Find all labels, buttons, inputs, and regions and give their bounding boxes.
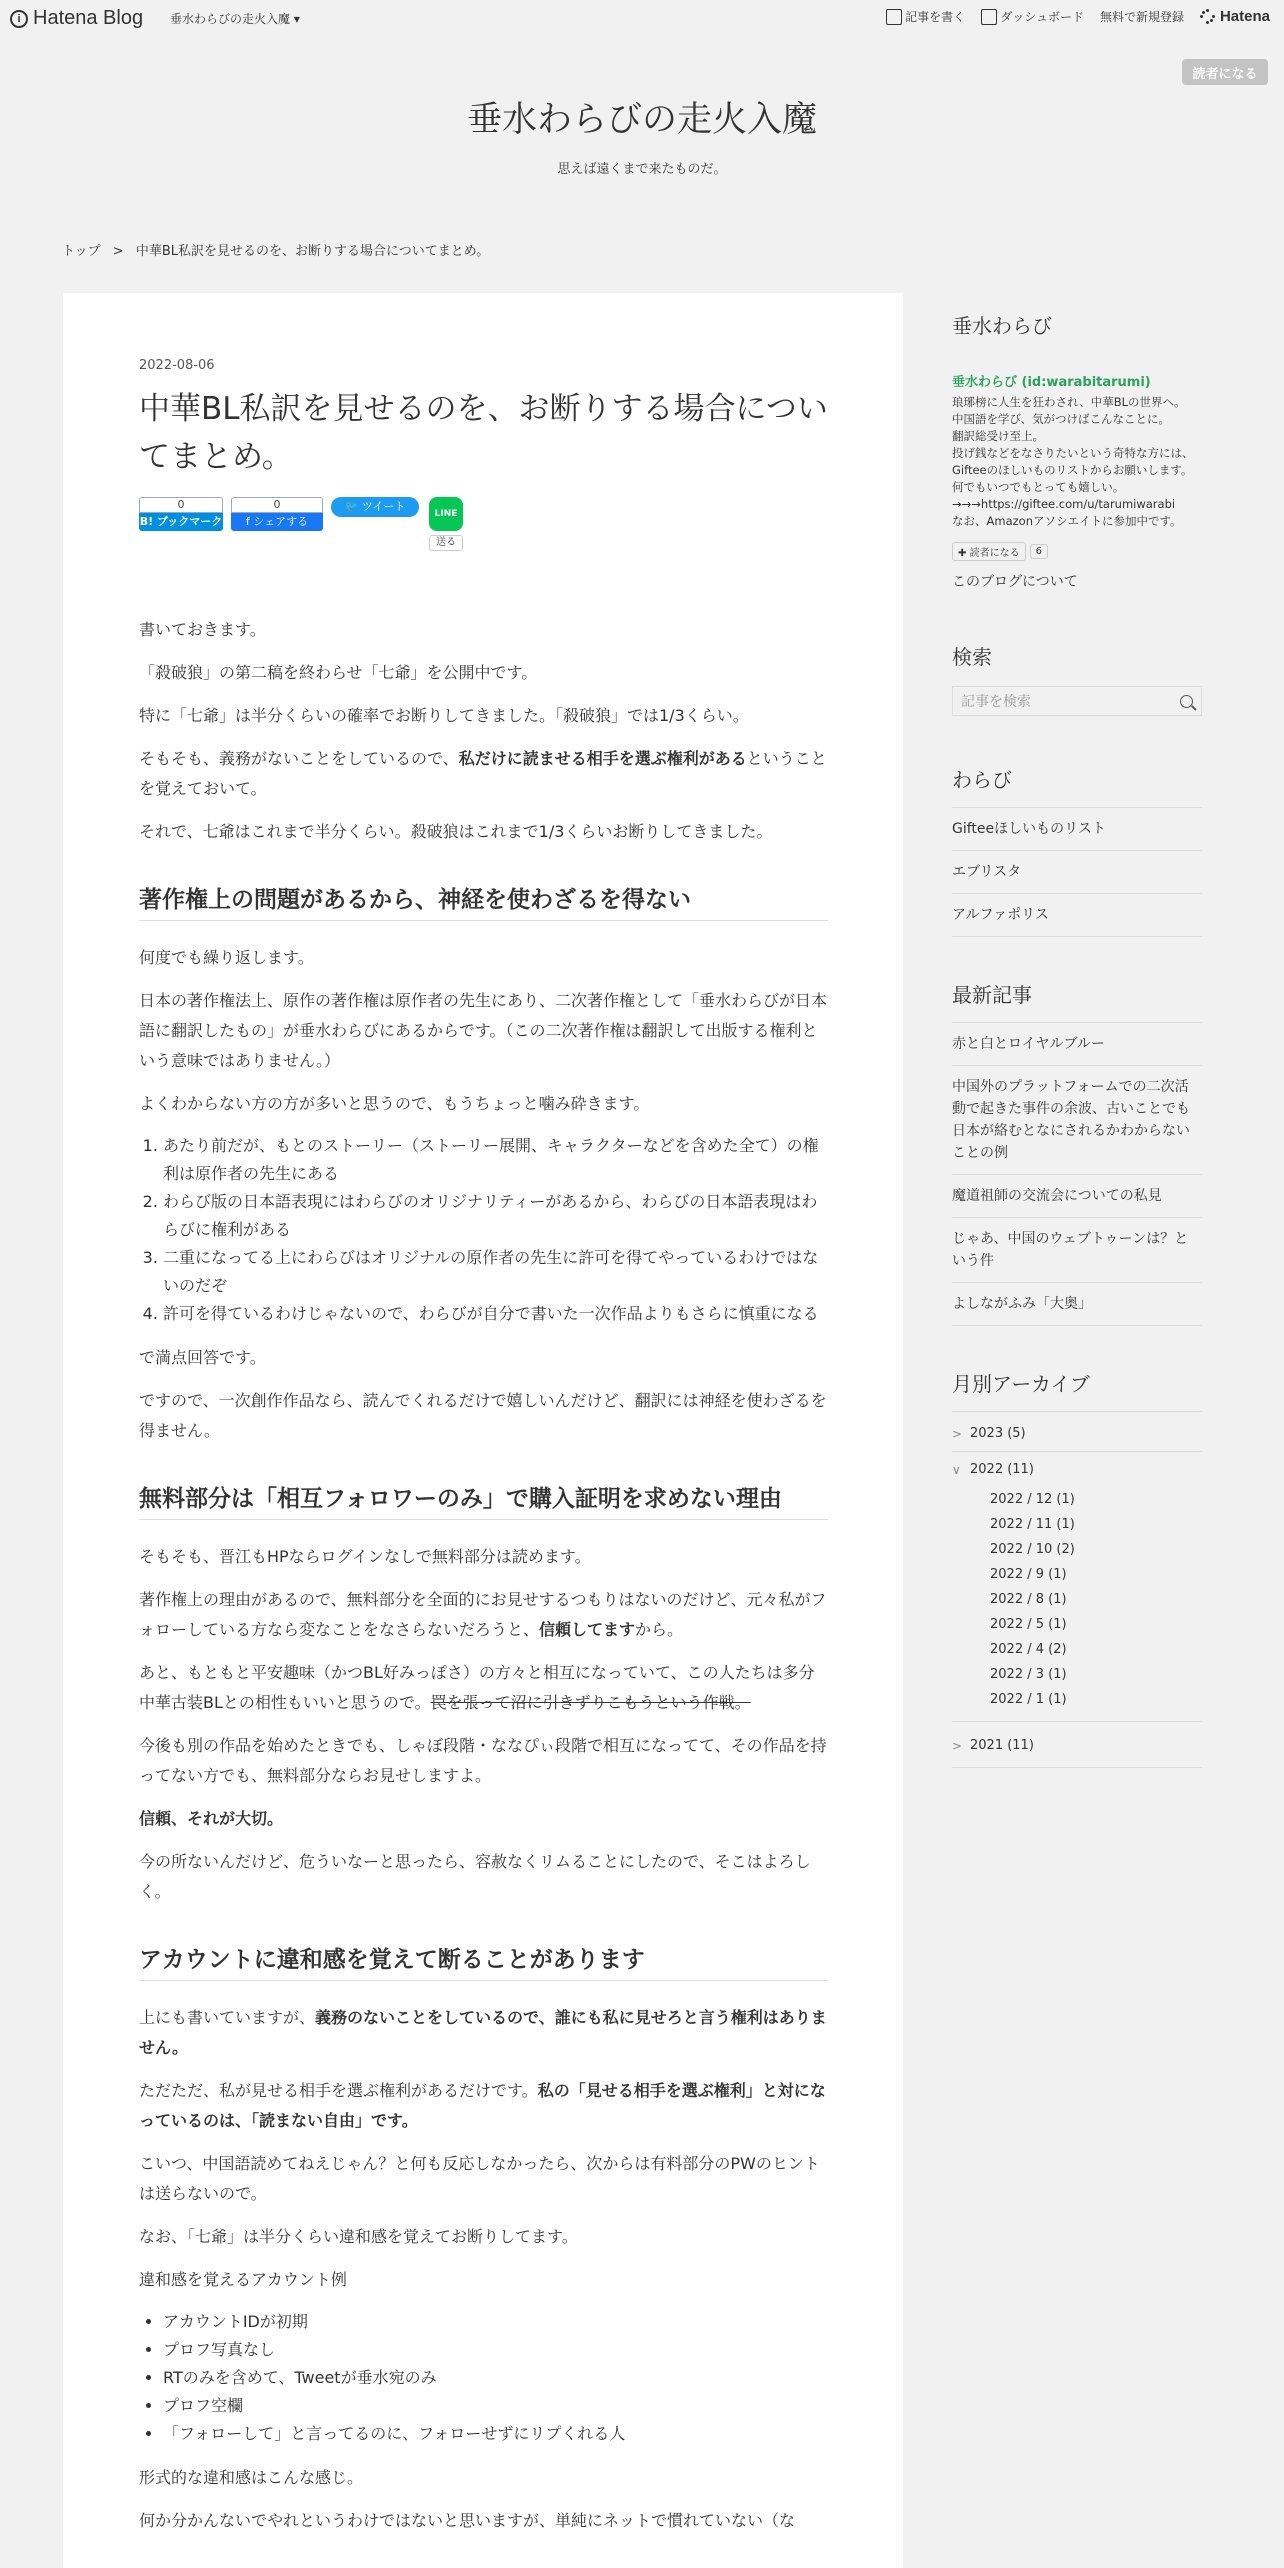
profile-name-link[interactable]: 垂水わらび (id:warabitarumi): [952, 375, 1151, 390]
section-heading: 著作権上の問題があるから、神経を使わざるを得ない: [139, 881, 828, 921]
text: 著作権上の理由があるので、無料部分を全面的にお見せするつもりはないのだけど、元々私がフォローしている方なら変なことをなさらないだろうと、: [139, 1590, 827, 1639]
section-heading: 無料部分は「相互フォロワーのみ」で購入証明を求めない理由: [139, 1480, 828, 1520]
link-item[interactable]: アルファポリス: [952, 894, 1202, 937]
list-item: • RTのみを含めて、Tweetが垂水宛のみ: [163, 2364, 828, 2392]
main-content: [63, 293, 903, 2568]
profile-subscribe-label: 読者になる: [969, 548, 1020, 559]
entry-date[interactable]: 2022-08-06: [139, 358, 215, 373]
paragraph: [139, 1804, 828, 1834]
archive-month-link[interactable]: 2022 / 9 (1): [990, 1567, 1067, 1582]
archive-month-link[interactable]: 2022 / 8 (1): [990, 1592, 1067, 1607]
dashboard-icon: [981, 9, 997, 25]
paragraph: 今後も別の作品を始めたときでも、しゃぼ段階・ななぴぃ段階で相互になってて、その作品を持ってない方でも、無料部分ならお見せしますよ。: [139, 1736, 827, 1785]
list-item: 2. わらび版の日本語表現にはわらびのオリジナリティーがあるから、わらびの日本語表現はわらびに権利がある: [163, 1188, 828, 1244]
text: あと、もともと平安趣味（かつBL好みっぽさ）の方々と相互になっていて、この人たちは多分中華古装BLとの相性もいいと思うので。: [139, 1663, 815, 1712]
bold-text: 私の「見せる相手を選ぶ権利」と対になっているのは、「読まない自由」です。: [139, 2081, 826, 2130]
recent-title: 最新記事: [952, 979, 1202, 1023]
archive-month-link[interactable]: 2022 / 5 (1): [990, 1617, 1067, 1632]
recent-entry-link[interactable]: 中国外のプラットフォームでの二次活動で起きた事件の余波、古いことでも日本が絡むとなにされるかわからないことの例: [952, 1066, 1202, 1175]
paragraph: それで、七爺はこれまで半分くらい。殺破狼はこれまで1/3くらいお断りしてきました。: [139, 822, 773, 841]
dashboard-label: ダッシュボード: [1000, 10, 1084, 24]
archive-year-2021[interactable]: [952, 1722, 1202, 1768]
header-actions: [886, 8, 1270, 25]
paragraph: [139, 2003, 828, 2063]
about-blog-link[interactable]: このブログについて: [952, 574, 1078, 590]
paragraph: なお、「七爺」は半分くらい違和感を覚えてお断りしてます。: [139, 2227, 578, 2246]
text: そもそも、義務がないことをしているので、: [139, 749, 459, 768]
write-entry-label: 記事を書く: [905, 10, 966, 24]
list-item: • 「フォローして」と言ってるのに、フォローせずにリプくれる人: [163, 2420, 828, 2448]
entry-content: [139, 615, 828, 2536]
text: ただただ、私が見せる相手を選ぶ権利があるだけです。: [139, 2081, 538, 2100]
paragraph: 形式的な違和感はこんな感じ。: [139, 2468, 364, 2487]
subscribe-button[interactable]: 読者になる: [1182, 59, 1268, 85]
archive-month-link[interactable]: 2022 / 4 (2): [990, 1642, 1067, 1657]
entry: [139, 358, 828, 2549]
archive-year-label: 2023 (5): [970, 1426, 1026, 1441]
list-item: 1. あたり前だが、もとのストーリー（ストーリー展開、キャラクターなどを含めた全て）の権利は原作者の先生にある: [163, 1132, 828, 1188]
breadcrumb-current: 中華BL私訳を見せるのを、お断りする場合についてまとめ。: [135, 244, 490, 259]
bold-text: 私だけに読ませる相手を選ぶ権利がある: [458, 749, 747, 768]
text: ということを覚えておいて。: [139, 749, 827, 798]
paragraph: そもそも、晋江もHPならログインなしで無料部分は読めます。: [139, 1547, 591, 1566]
dashboard-link[interactable]: [981, 8, 1084, 25]
line-share-button[interactable]: [429, 497, 463, 551]
list-item: 3. 二重になってる上にわらびはオリジナルの原作者の先生に許可を得てやっているわけではないのだぞ: [163, 1244, 828, 1300]
archive-month-link[interactable]: 2022 / 1 (1): [952, 1687, 1202, 1722]
archive-month-link[interactable]: 2022 / 12 (1): [990, 1492, 1075, 1507]
paragraph: [139, 744, 828, 804]
text: 上にも書いていますが、: [139, 2008, 316, 2027]
archive-title: 月別アーカイブ: [952, 1368, 1202, 1412]
ordered-list: [163, 1132, 828, 1328]
subscriber-count: 6: [1030, 544, 1048, 559]
profile-subscribe: [952, 542, 1202, 561]
paragraph: ですので、一次創作作品なら、読んでくれるだけで嬉しいんだけど、翻訳には神経を使わざるを得ません。: [139, 1391, 827, 1440]
paragraph: で満点回答です。: [139, 1348, 266, 1367]
facebook-share-button[interactable]: [231, 497, 323, 557]
breadcrumb: [62, 240, 497, 259]
list-item: • アカウントIDが初期: [163, 2308, 828, 2336]
archive-module: [952, 1368, 1202, 1768]
paragraph: こいつ、中国語読めてねえじゃん？と何も反応しなかったら、次からは有料部分のPWのヒントは送らないので。: [139, 2154, 820, 2203]
list-item: • プロフ空欄: [163, 2392, 828, 2420]
paragraph: 何か分かんないでやれというわけではないと思いますが、単純にネットで慣れていない（な: [139, 2511, 796, 2530]
recent-entry-link[interactable]: じゃあ、中国のウェブトゥーンは？という件: [952, 1218, 1202, 1283]
link-item[interactable]: エブリスタ: [952, 851, 1202, 894]
bullet-list: [163, 2308, 828, 2448]
global-header: [0, 0, 1284, 36]
bold-text: 義務のないことをしているので、誰にも私に見せろと言う権利はありません。: [139, 2008, 827, 2057]
search-input[interactable]: [952, 686, 1202, 716]
archive-month-link[interactable]: 2022 / 10 (2): [990, 1542, 1075, 1557]
links-module: [952, 764, 1202, 937]
blog-description: 思えば遠くまで来たものだ。: [557, 162, 727, 177]
paragraph: [139, 2076, 828, 2136]
hatena-link[interactable]: [1200, 8, 1270, 25]
facebook-label: f シェアする: [231, 513, 323, 531]
list-item: 4. 許可を得ているわけじゃないので、わらびが自分で書いた一次作品よりもさらに慎重になる: [163, 1300, 828, 1328]
section-heading: アカウントに違和感を覚えて断ることがあります: [139, 1941, 828, 1981]
blog-menu[interactable]: 垂水わらびの走火入魔 ▾: [170, 12, 300, 26]
hatena-dots-icon: [1200, 9, 1216, 25]
search-icon[interactable]: [1180, 695, 1193, 708]
recent-entries-module: [952, 979, 1202, 1326]
text: から。: [635, 1620, 684, 1639]
tweet-button[interactable]: [331, 497, 419, 517]
paragraph: 書いておきます。: [139, 620, 266, 639]
paragraph: [139, 1658, 828, 1718]
chevron-down-icon: ∨: [952, 1462, 961, 1477]
search-placeholder: 記事を検索: [961, 694, 1031, 710]
hatebu-count: 0: [139, 497, 223, 513]
search-title: 検索: [952, 645, 992, 669]
link-item[interactable]: Gifteeほしいものリスト: [952, 808, 1202, 851]
paragraph: 日本の著作権法上、原作の著作権は原作者の先生にあり、二次著作権として「垂水わらびが日本語に翻訳したもの」が垂水わらびにあるからです。（この二次著作権は翻訳して出版する権利という意味ではありません。）: [139, 991, 828, 1070]
profile-subscribe-button[interactable]: [952, 542, 1026, 561]
archive-year-2022[interactable]: [952, 1452, 1202, 1487]
line-label: 送る: [429, 535, 463, 551]
facebook-count: 0: [231, 497, 323, 513]
bold-text: 信頼、それが大切。: [139, 1809, 284, 1828]
paragraph: [139, 1585, 828, 1645]
blog-title[interactable]: 垂水わらびの走火入魔: [466, 100, 817, 140]
hatena-logo-icon: i: [10, 10, 28, 28]
strikethrough-text: 罠を張って沼に引きずりこもうという作戦。: [430, 1693, 751, 1712]
hatena-blog-logo[interactable]: [10, 7, 143, 30]
sidebar: [952, 310, 1202, 1812]
recent-entry-link[interactable]: よしながふみ「大奥」: [952, 1283, 1202, 1326]
entry-title[interactable]: 中華BL私訳を見せるのを、お断りする場合についてまとめ。: [139, 391, 828, 475]
profile-description: 琅琊榜に人生を狂わされ、中華BLの世界へ。 中国語を学び、気がつけばこんなことに。 翻訳総受け至上。 投げ銭などをなさりたいという奇特な方には、Gifteeのほしいものリストからお願いします。何でもいつでもとっても嬉しい。 →→→https://giftee.com/u/tarumiwarabi なお、Amazonアソシエイトに参加中です。: [952, 395, 1194, 528]
logo-text: Hatena Blog: [33, 7, 144, 29]
share-buttons: [139, 497, 828, 557]
bold-text: 信頼してます: [539, 1620, 636, 1639]
paragraph: 特に「七爺」は半分くらいの確率でお断りしてきました。「殺破狼」では1/3くらい。: [139, 706, 749, 725]
list-item: • プロフ写真なし: [163, 2336, 828, 2364]
breadcrumb-top[interactable]: トップ: [62, 244, 101, 259]
pencil-icon: [886, 9, 902, 25]
breadcrumb-separator: >: [112, 244, 124, 259]
links-title: わらび: [952, 764, 1202, 808]
paragraph: 何度でも繰り返します。: [139, 948, 314, 967]
paragraph: 違和感を覚えるアカウント例: [139, 2270, 347, 2289]
signup-link[interactable]: 無料で新規登録: [1099, 10, 1184, 24]
recent-entry-link[interactable]: 赤と白とロイヤルブルー: [952, 1023, 1202, 1066]
profile-module: [952, 310, 1202, 591]
chevron-right-icon: >: [952, 1426, 963, 1441]
recent-entry-link[interactable]: 魔道祖師の交流会についての私見: [952, 1175, 1202, 1218]
paragraph: 「殺破狼」の第二稿を終わらせ「七爺」を公開中です。: [139, 663, 538, 682]
archive-month-link[interactable]: 2022 / 3 (1): [990, 1667, 1067, 1682]
hatebu-label: B! ブックマーク: [139, 513, 223, 531]
search-module: [952, 641, 1202, 716]
profile-title: 垂水わらび: [952, 314, 1052, 338]
tweet-label: ツイート: [361, 500, 406, 513]
archive-month-link[interactable]: 2022 / 11 (1): [990, 1517, 1075, 1532]
line-icon: LINE: [429, 497, 463, 531]
chevron-right-icon: >: [952, 1738, 963, 1753]
paragraph: よくわからない方の方が多いと思うので、もうちょっと噛み砕きます。: [139, 1094, 650, 1113]
archive-year-label: 2022 (11): [970, 1462, 1034, 1477]
write-entry-link[interactable]: [886, 8, 965, 25]
hatebu-button[interactable]: [139, 497, 223, 557]
archive-year-2023[interactable]: [952, 1416, 1202, 1452]
bird-icon: 🐦: [344, 500, 359, 513]
plus-icon: ✚: [958, 548, 967, 559]
paragraph: 今の所ないんだけど、危ういなーと思ったら、容赦なくリムることにしたので、そこはよろしく。: [139, 1852, 811, 1901]
hatena-label: Hatena: [1219, 8, 1270, 25]
archive-year-label: 2021 (11): [970, 1738, 1034, 1753]
